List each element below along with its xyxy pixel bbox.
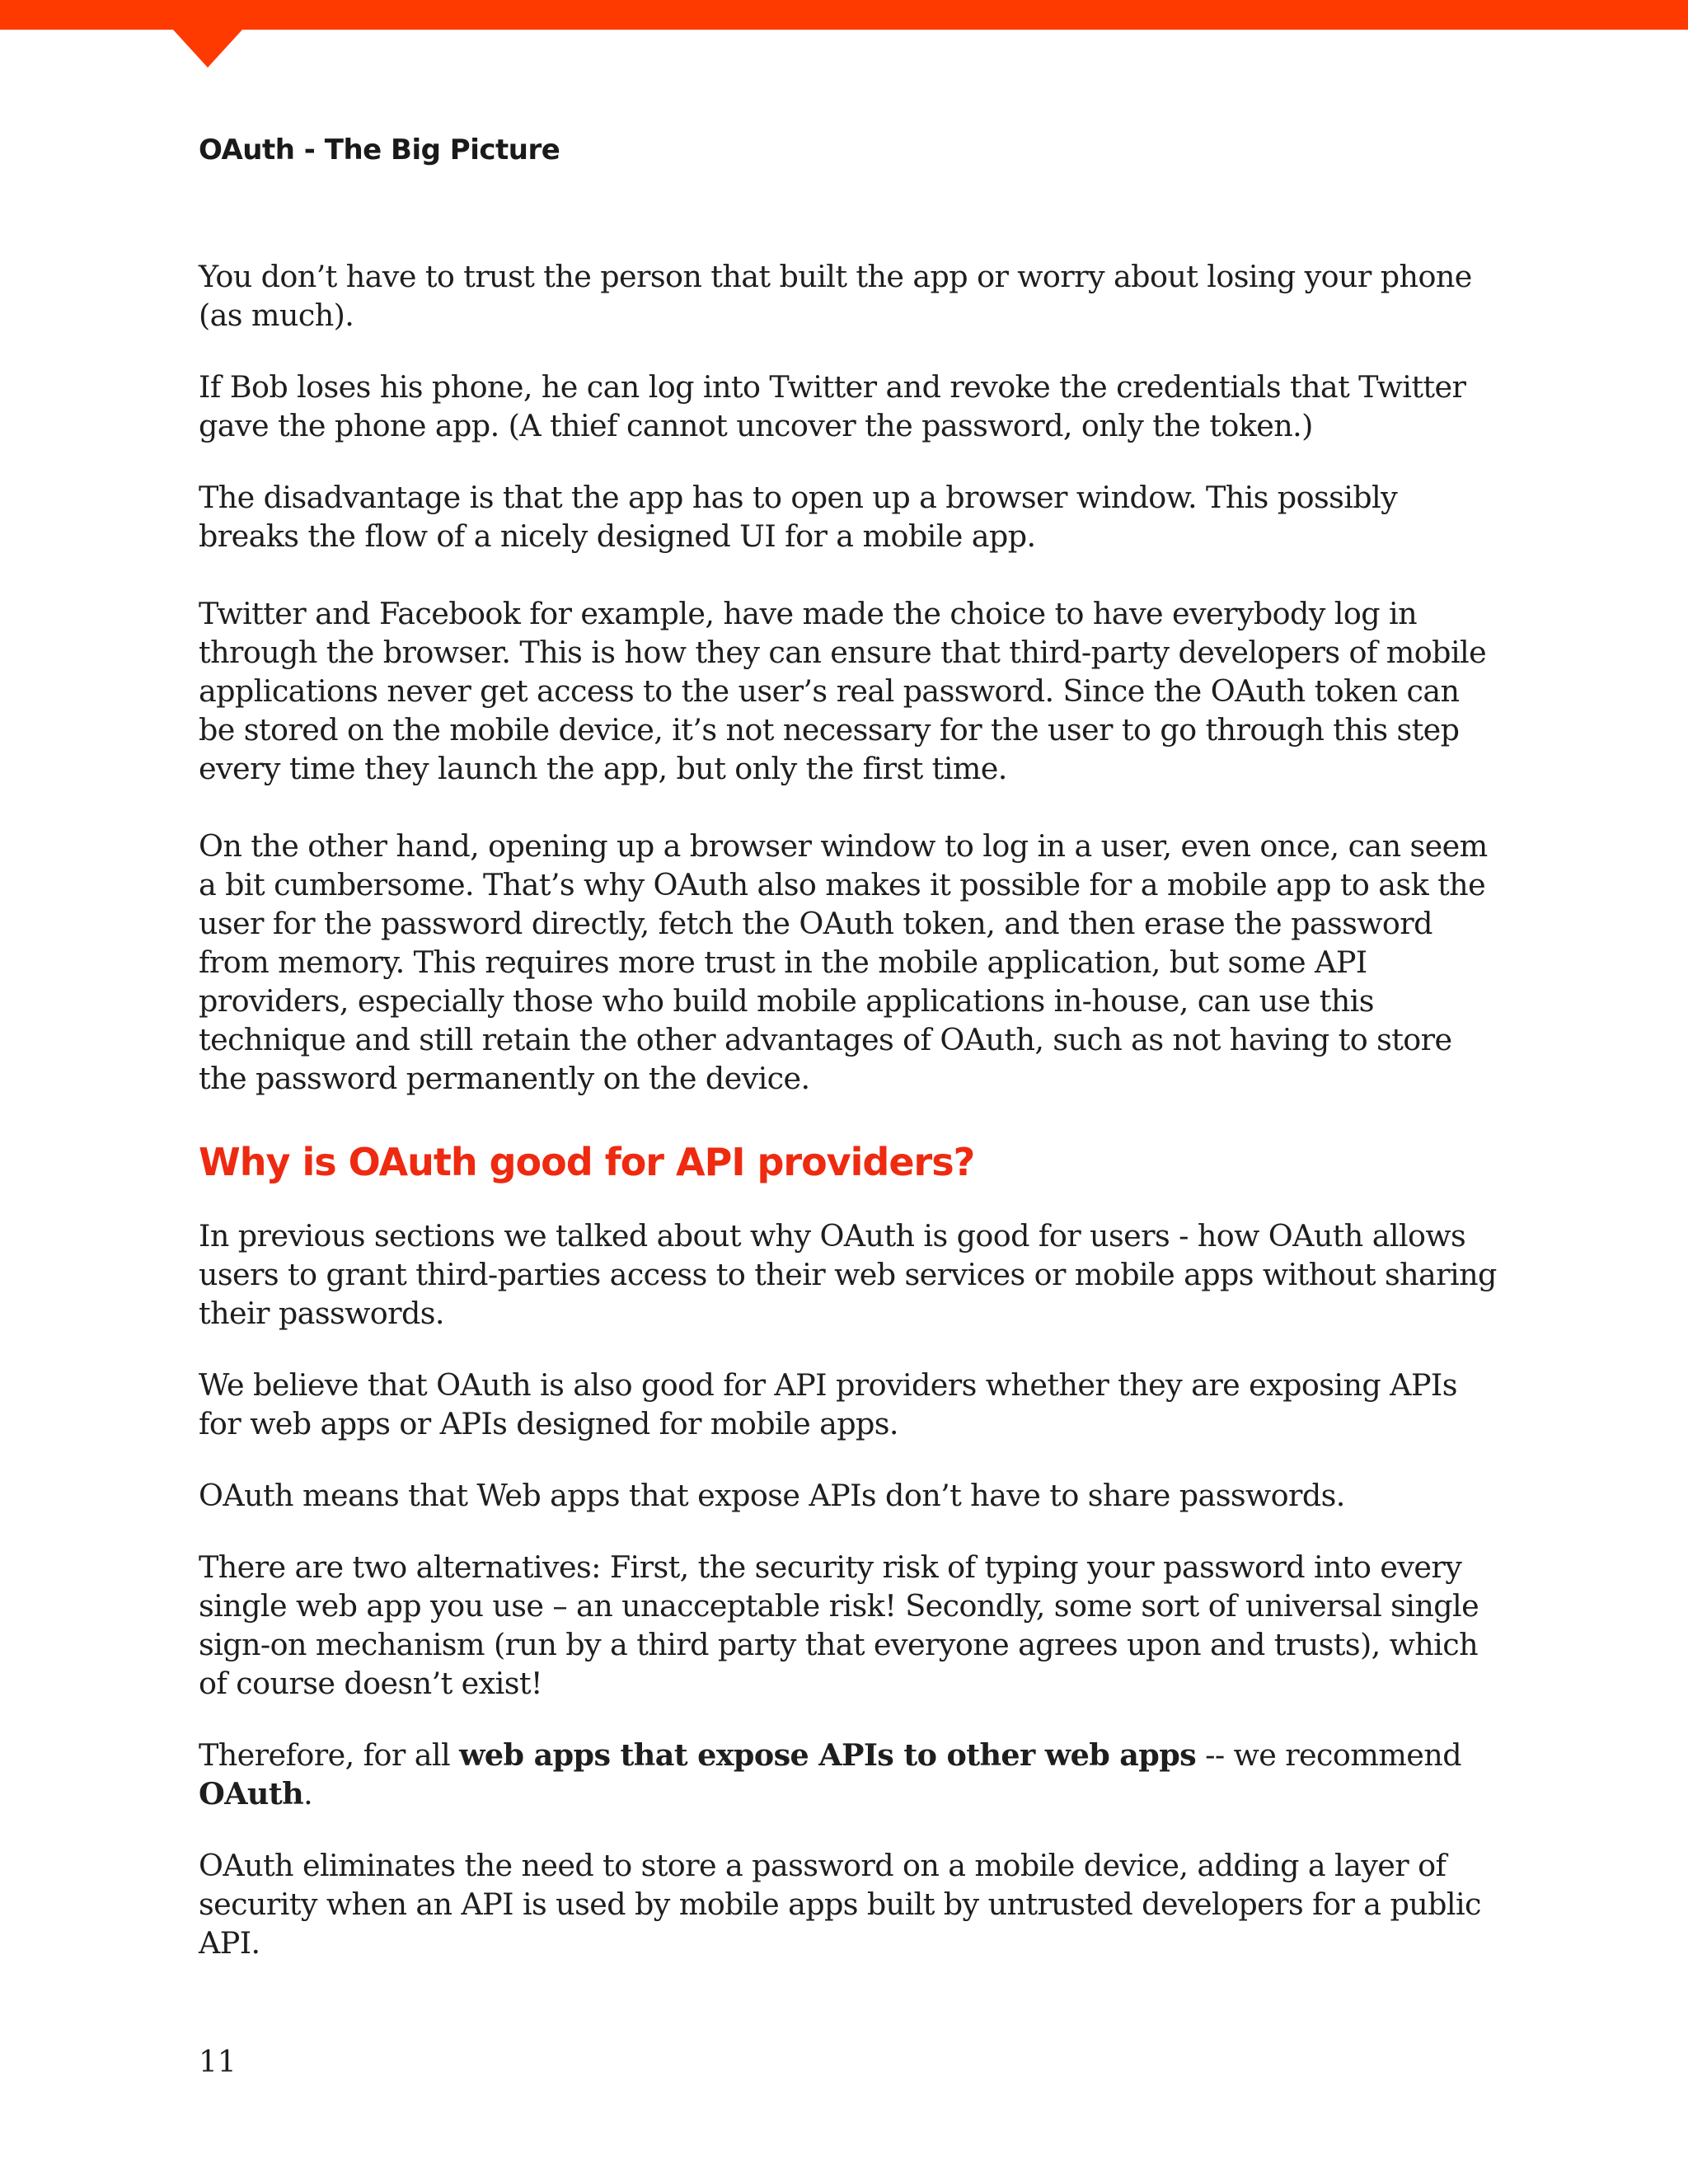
running-header: OAuth - The Big Picture bbox=[199, 134, 560, 166]
paragraph-9: There are two alternatives: First, the security risk of typing your password into every single web app you use – an unacceptable risk! Secondly, some sort of universal single sign-on mechanism (run by a third party that everyone agrees upon and trusts), which of course doesn’t exist! bbox=[199, 1549, 1479, 1701]
paragraph-1: You don’t have to trust the person that built the app or worry about losing your phone (as much). bbox=[199, 259, 1472, 333]
paragraph-10-bold-phrase: web apps that expose APIs to other web apps bbox=[459, 1737, 1197, 1773]
page-number: 11 bbox=[199, 2046, 237, 2079]
section-heading: Why is OAuth good for API providers? bbox=[199, 1140, 975, 1184]
paragraph-10-suffix: . bbox=[303, 1776, 313, 1811]
top-accent-bar bbox=[0, 0, 1688, 30]
paragraph-10 bbox=[199, 1736, 1501, 1813]
paragraph-11: OAuth eliminates the need to store a password on a mobile device, adding a layer of security when an API is used by mobile apps built by untrusted developers for a public API. bbox=[199, 1848, 1481, 1961]
paragraph-3: The disadvantage is that the app has to open up a browser window. This possibly breaks the flow of a nicely designed UI for a mobile app. bbox=[199, 480, 1398, 554]
paragraph-10-middle: -- we recommend bbox=[1196, 1737, 1461, 1773]
paragraph-6: In previous sections we talked about why OAuth is good for users - how OAuth allows users to grant third-parties access to their web services or mobile apps without sharing their passwords. bbox=[199, 1218, 1497, 1331]
page-body bbox=[199, 257, 1501, 1995]
paragraph-4: Twitter and Facebook for example, have made the choice to have everybody log in through the browser. This is how they can ensure that third-party developers of mobile applications never get access to the user’s real password. Since the OAuth token can be stored on the mobile device, it’s not necessary for the user to go through this step every time they launch the app, but only the first time. bbox=[199, 596, 1487, 786]
paragraph-10-prefix: Therefore, for all bbox=[199, 1737, 460, 1773]
paragraph-7: We believe that OAuth is also good for API providers whether they are exposing APIs for web apps or APIs designed for mobile apps. bbox=[199, 1367, 1457, 1441]
paragraph-10-bold-oauth: OAuth bbox=[199, 1776, 304, 1811]
paragraph-5: On the other hand, opening up a browser window to log in a user, even once, can seem a bit cumbersome. That’s why OAuth also makes it possible for a mobile app to ask the user for the password directly, fetch the OAuth token, and then erase the password from memory. This requires more trust in the mobile application, but some API providers, especially those who build mobile applications in-house, can use this technique and still retain the other advantages of OAuth, such as not having to store the password permanently on the device. bbox=[199, 828, 1488, 1096]
paragraph-2: If Bob loses his phone, he can log into Twitter and revoke the credentials that Twitter gave the phone app. (A thief cannot uncover the password, only the token.) bbox=[199, 369, 1466, 443]
top-notch-decoration bbox=[173, 30, 242, 68]
paragraph-8: OAuth means that Web apps that expose APIs don’t have to share passwords. bbox=[199, 1478, 1345, 1513]
